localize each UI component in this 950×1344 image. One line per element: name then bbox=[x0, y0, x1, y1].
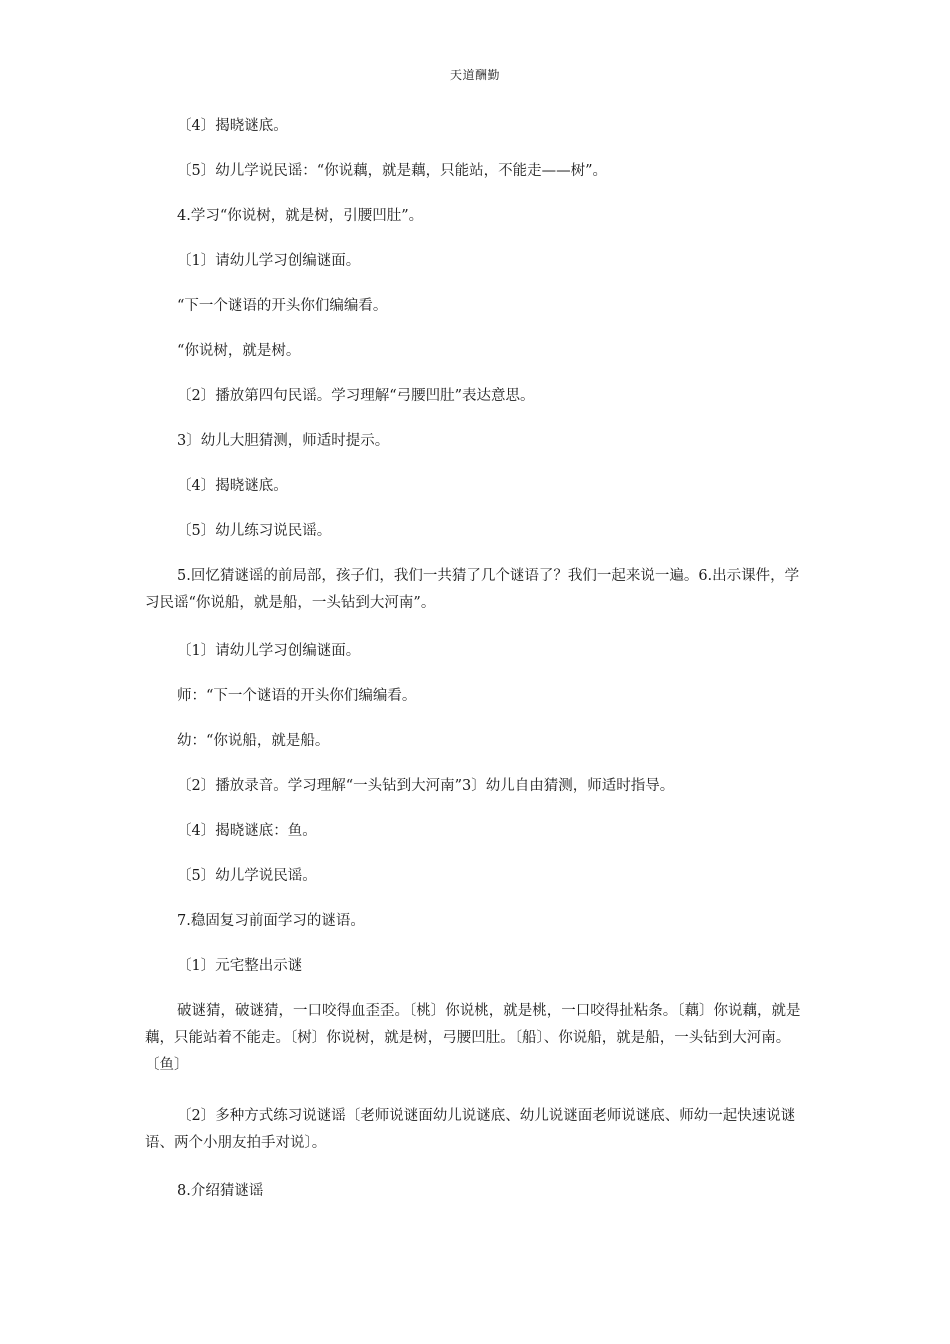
paragraph: “你说树，就是树。 bbox=[177, 343, 301, 359]
paragraph: 8.介绍猜谜谣 bbox=[177, 1183, 264, 1199]
paragraph: 破谜猜，破谜猜，一口咬得血歪歪。〔桃〕你说桃，就是桃，一口咬得扯粘条。〔藕〕你说藕，就是藕，只能站着不能走。〔树〕你说树，就是树，弓腰凹肚。〔船〕、你说船，就是船，一头钻到大河南。〔鱼〕 bbox=[145, 1003, 801, 1073]
paragraph: 〔1〕请幼儿学习创编谜面。 bbox=[177, 643, 361, 659]
paragraph: 〔2〕多种方式练习说谜谣〔老师说谜面幼儿说谜底、幼儿说谜面老师说谜底、师幼一起快速说谜语、两个小朋友拍手对说〕。 bbox=[145, 1108, 796, 1151]
paragraph: 4.学习“你说树，就是树，引腰凹肚”。 bbox=[177, 208, 424, 224]
paragraph: 〔4〕揭晓谜底。 bbox=[177, 118, 288, 134]
paragraph: 〔5〕幼儿练习说民谣。 bbox=[177, 523, 332, 539]
paragraph: 〔5〕幼儿学说民谣：“你说藕，就是藕，只能站，不能走——树”。 bbox=[177, 163, 608, 179]
paragraph: 5.回忆猜谜谣的前局部，孩子们，我们一共猜了几个谜语了？我们一起来说一遍。6.出示课件，学习民谣“你说船，就是船，一头钻到大河南”。 bbox=[145, 568, 800, 611]
paragraph: “下一个谜语的开头你们编编看。 bbox=[177, 298, 388, 314]
paragraph: 师：“下一个谜语的开头你们编编看。 bbox=[177, 688, 417, 704]
paragraph: 〔4〕揭晓谜底：鱼。 bbox=[177, 823, 317, 839]
page-header-title: 天道酬勤 bbox=[449, 68, 500, 82]
paragraph: 3〕幼儿大胆猜测，师适时提示。 bbox=[177, 433, 390, 449]
paragraph: 〔5〕幼儿学说民谣。 bbox=[177, 868, 317, 884]
paragraph: 〔1〕元宅整出示谜 bbox=[177, 958, 303, 974]
paragraph: 〔2〕播放录音。学习理解“一头钻到大河南”3〕幼儿自由猜测，师适时指导。 bbox=[177, 778, 675, 794]
paragraph: 幼：“你说船，就是船。 bbox=[177, 733, 330, 749]
paragraph: 〔2〕播放第四句民谣。学习理解“弓腰凹肚”表达意思。 bbox=[177, 388, 535, 404]
paragraph: 〔4〕揭晓谜底。 bbox=[177, 478, 288, 494]
paragraph: 7.稳固复习前面学习的谜语。 bbox=[177, 913, 365, 929]
paragraph: 〔1〕请幼儿学习创编谜面。 bbox=[177, 253, 361, 269]
